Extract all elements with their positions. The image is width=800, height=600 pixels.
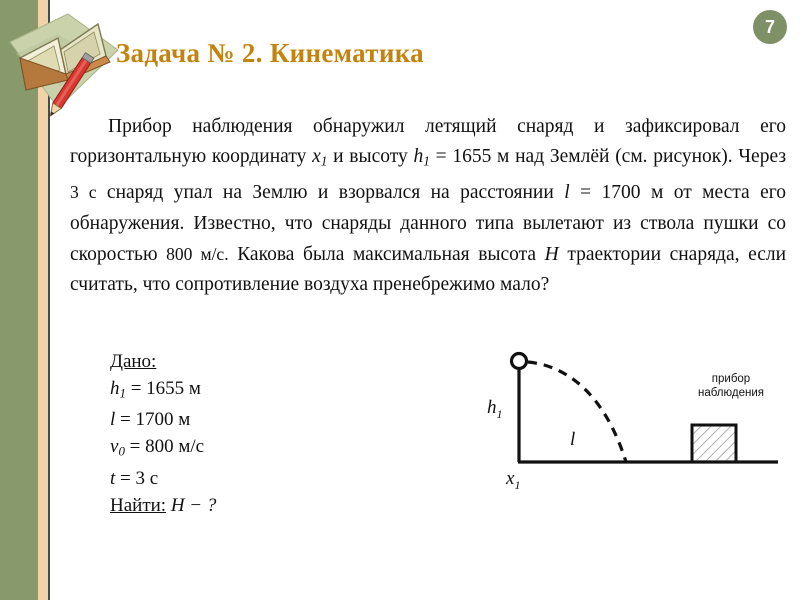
label-l: l	[570, 429, 576, 450]
value-time: 3 с	[70, 182, 97, 203]
value-speed: 800 м/с.	[166, 244, 229, 265]
problem-line-3b: снаряд упал на Землю и взорвался на	[106, 182, 450, 204]
problem-line-2b: и высоту	[333, 146, 408, 168]
given-row-l	[110, 406, 216, 433]
given-value-t: = 3 с	[115, 467, 159, 489]
device-label-line-1: прибор	[711, 373, 751, 385]
problem-line-6b: траектории снаряда,	[567, 244, 740, 266]
variable-H: H	[544, 244, 559, 266]
given-value-v: = 800 м/с	[124, 436, 205, 458]
problem-line-4a: расстоянии	[460, 182, 554, 204]
given-symbol-h: h	[110, 378, 120, 399]
variable-h1-value: $h_1 = 1655$ м	[413, 146, 510, 169]
given-symbol-l: l	[110, 409, 116, 431]
label-h1: $h_1$	[487, 397, 503, 421]
projectile-marker	[512, 354, 527, 369]
given-subscript-v: 0	[118, 443, 125, 459]
book-and-pencil-icon	[6, 8, 124, 120]
variable-x1: $x_1$	[312, 146, 328, 169]
problem-line-2c: над Землёй	[515, 146, 610, 168]
page-title: Задача № 2. Кинематика	[116, 38, 424, 68]
given-block	[110, 348, 216, 519]
trajectory-diagram	[460, 340, 790, 490]
given-subscript-h: 1	[119, 385, 126, 401]
given-row-h1	[110, 375, 216, 406]
given-row-v0	[110, 433, 216, 464]
slide-number-text: 7	[764, 17, 775, 37]
given-value-l: = 1700 м	[115, 409, 191, 431]
variable-l-value: l = 1700 м	[564, 182, 664, 204]
problem-line-4b: от места его обнаружения. Известно, что	[70, 182, 787, 234]
slide-number-badge	[753, 10, 787, 44]
device-label-line-2: наблюдения	[697, 387, 764, 399]
trajectory-path	[528, 362, 626, 462]
problem-line-5: снаряды данного типа вылетают из ствола пушки со скоростью	[70, 212, 786, 266]
observation-device-label	[672, 372, 790, 400]
label-x1: $x_1$	[506, 468, 521, 490]
find-value: H − ?	[170, 494, 217, 516]
problem-statement	[70, 112, 786, 301]
problem-line-3a: (см. рисунок). Через	[615, 146, 787, 168]
find-label: Найти:	[110, 494, 167, 516]
problem-line-6a: Какова была максимальная высота	[237, 244, 537, 266]
observation-device-box	[692, 425, 736, 462]
problem-line-7: если считать, что сопротивление воздуха пренебрежимо мало?	[70, 244, 787, 296]
given-row-t	[110, 465, 216, 492]
given-value-h: = 1655 м	[125, 378, 201, 399]
problem-line-1: Прибор наблюдения обнаружил летящий снаряд и зафиксировал	[108, 116, 740, 137]
given-symbol-t: t	[110, 467, 116, 489]
given-symbol-v: v	[110, 436, 119, 458]
find-row	[110, 492, 216, 519]
given-header: Дано:	[110, 351, 157, 372]
problem-line-2a: его горизонтальную координату	[70, 116, 787, 168]
